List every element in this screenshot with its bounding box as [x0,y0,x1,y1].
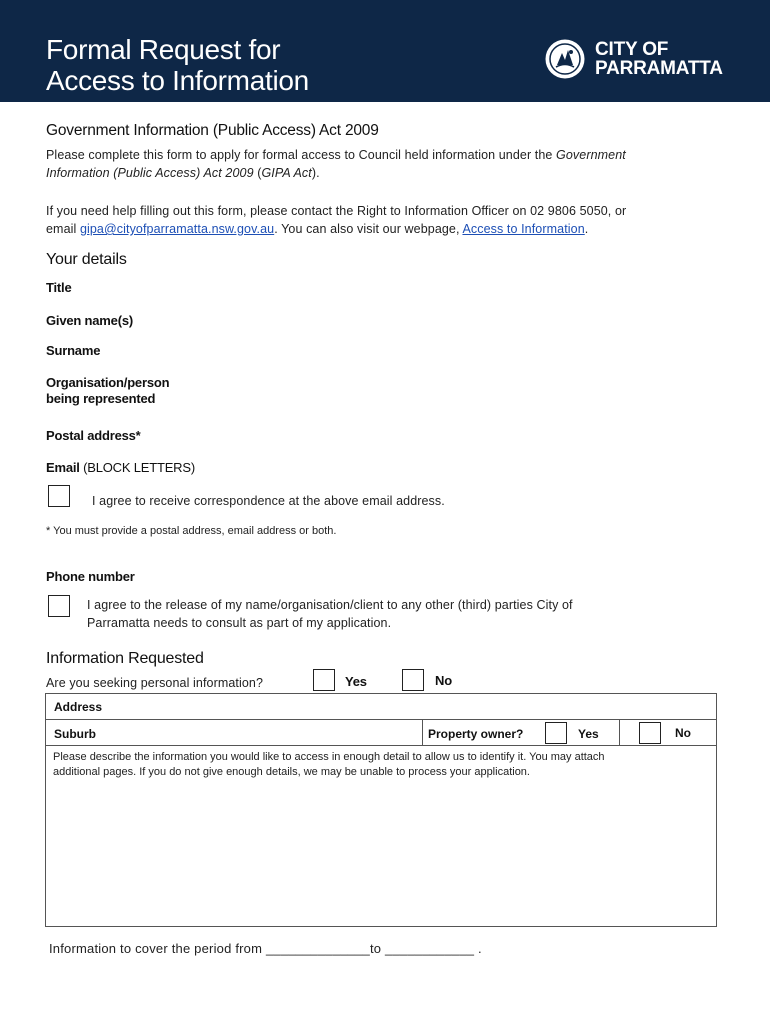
release-consent-line-2: Parramatta needs to consult as part of my application. [87,616,392,630]
logo-line-2: PARRAMATTA [595,58,723,79]
intro-act-abbrev: GIPA Act [261,166,312,180]
intro-paren-close: ). [311,166,320,180]
release-consent-line-1: I agree to the release of my name/organisation/client to any other (third) parties City of [87,598,573,612]
table-divider-vertical-2 [619,719,620,745]
intro-act-name-b: Information (Public Access) Act 2009 [46,166,254,180]
email-consent-checkbox[interactable] [48,485,70,507]
period-from-field[interactable]: ______________ [265,941,370,956]
property-owner-yes-checkbox[interactable] [545,722,567,744]
address-field-label: Address [54,700,103,714]
intro-paren-open: ( [253,166,262,180]
phone-field-label: Phone number [46,569,135,584]
parramatta-emblem-icon [544,38,586,80]
access-to-information-link[interactable]: Access to Information [462,222,585,236]
email-label-text: Email [46,460,80,475]
title-field-label: Title [46,280,72,295]
help-text-line-1: If you need help filling out this form, please contact the Right to Information Officer on 02 9806 5050, or [46,204,627,218]
personal-info-no-label: No [435,673,452,688]
personal-info-no-checkbox[interactable] [402,669,424,691]
page-title-line-1: Formal Request for [46,34,281,65]
description-textarea[interactable] [46,780,716,926]
property-owner-label: Property owner? [428,727,524,741]
postal-address-field-label: Postal address* [46,428,141,443]
table-divider-suburb [45,745,717,746]
help-text-end: . [584,222,589,236]
act-heading: Government Information (Public Access) Act 2009 [46,122,379,139]
email-label-hint: (BLOCK LETTERS) [79,460,195,475]
given-names-field-label: Given name(s) [46,313,133,328]
page-title-line-2: Access to Information [46,65,309,96]
help-paragraph [46,202,746,238]
personal-info-yes-checkbox[interactable] [313,669,335,691]
email-consent-label: I agree to receive correspondence at the above email address. [92,494,445,508]
release-consent-checkbox[interactable] [48,595,70,617]
personal-info-yes-label: Yes [345,674,367,689]
logo-line-1: CITY OF [595,39,669,60]
surname-field-label: Surname [46,343,101,358]
period-end-mark: . [478,941,482,956]
address-input-row[interactable] [46,720,422,744]
period-to-label: to [369,941,382,956]
intro-act-name-a: Government [556,148,626,162]
property-owner-no-label: No [675,726,691,740]
intro-paragraph [46,146,736,182]
page-title [46,34,309,96]
organisation-label-line-1: Organisation/person [46,375,170,390]
your-details-heading: Your details [46,251,127,268]
organisation-label-line-2: being represented [46,391,156,406]
period-row [49,941,482,956]
description-instructions [53,750,708,780]
property-owner-yes-label: Yes [578,727,599,741]
email-link[interactable]: gipa@cityofparramatta.nsw.gov.au [79,222,275,236]
city-logo-text [595,40,723,78]
suburb-field-label: Suburb [54,727,96,741]
period-from-label: Information to cover the period from [49,941,263,956]
help-text-email-prefix: email [46,222,80,236]
email-field-label [46,460,195,476]
description-instructions-line-1: Please describe the information you would like to access in enough detail to allow us to identify it. You may attach [53,751,605,763]
help-text-webpage-prefix: . You can also visit our webpage, [274,222,463,236]
table-divider-vertical-1 [422,719,423,745]
period-to-field[interactable]: ____________ [385,941,475,956]
intro-text: Please complete this form to apply for formal access to Council held information under the [46,148,557,162]
information-requested-heading: Information Requested [46,650,204,667]
personal-information-question: Are you seeking personal information? [46,676,264,690]
release-consent-label [87,596,727,632]
organisation-field-label [46,375,169,407]
description-instructions-line-2: additional pages. If you do not give enough details, we may be unable to process your application. [53,766,530,778]
address-footnote: * You must provide a postal address, email address or both. [46,525,337,537]
property-owner-no-checkbox[interactable] [639,722,661,744]
